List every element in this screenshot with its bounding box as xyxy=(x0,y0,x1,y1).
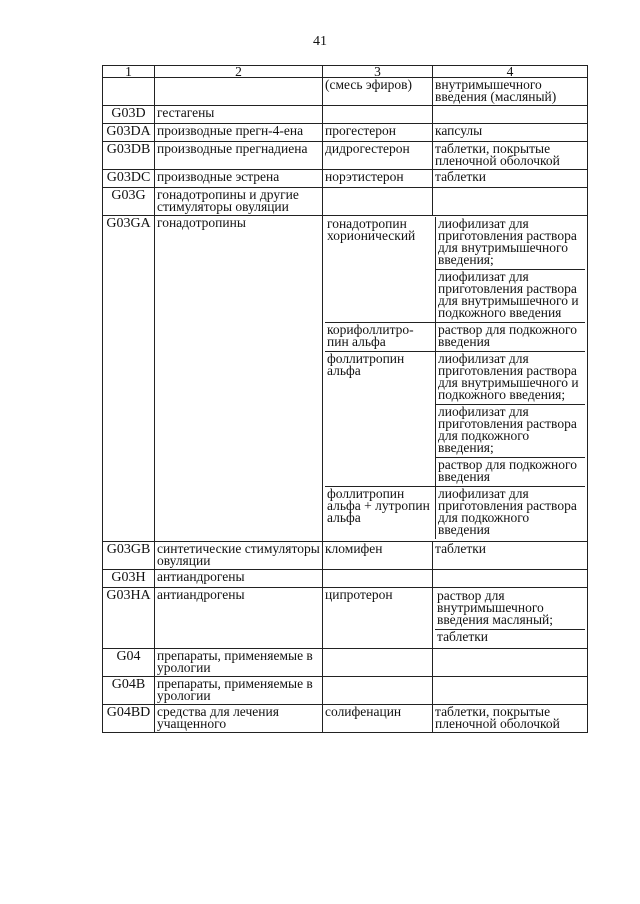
drug-name-cell: солифенацин xyxy=(323,705,433,733)
dosage-form-cell xyxy=(433,588,588,649)
dosage-form-cell xyxy=(433,649,588,677)
drug-name-cell: дидрогестерон xyxy=(323,142,433,170)
atc-code-cell: G03HA xyxy=(103,588,155,649)
table-row xyxy=(103,78,588,106)
drug-block xyxy=(325,322,585,351)
table-row xyxy=(103,124,588,142)
drug-block xyxy=(325,217,585,322)
table-row xyxy=(103,649,588,677)
group-name-cell: гонадотропины и другие стимуляторы овуляции xyxy=(155,188,323,216)
dosage-form-item: таблетки xyxy=(435,629,585,646)
atc-code-cell: G03DB xyxy=(103,142,155,170)
dosage-form-cell: капсулы xyxy=(433,124,588,142)
atc-code-cell: G04B xyxy=(103,677,155,705)
table-body xyxy=(103,78,588,733)
drug-name-cell xyxy=(323,677,433,705)
dosage-form-cell: таблетки xyxy=(433,170,588,188)
table-row xyxy=(103,170,588,188)
drug-name: гонадотропин хорионический xyxy=(325,217,436,322)
group-name-cell: средства для лечения учащенного xyxy=(155,705,323,733)
atc-code-cell: G03GA xyxy=(103,216,155,542)
group-name-cell: антиандрогены xyxy=(155,588,323,649)
drug-name-cell: (смесь эфиров) xyxy=(323,78,433,106)
dosage-form-cell xyxy=(433,677,588,705)
group-name-cell: производные прегн-4-ена xyxy=(155,124,323,142)
drug-forms xyxy=(436,323,585,351)
drug-list-cell xyxy=(323,216,588,542)
table-header-row xyxy=(103,66,588,78)
group-name-cell: гонадотропины xyxy=(155,216,323,542)
drug-block xyxy=(325,486,585,539)
drug-forms xyxy=(436,352,585,486)
group-name-cell: синтетические стимуляторы овуляции xyxy=(155,542,323,570)
dosage-form-cell xyxy=(433,188,588,216)
drug-name: корифоллитро-пин альфа xyxy=(325,323,436,351)
drug-name-cell: норэтистерон xyxy=(323,170,433,188)
group-name-cell: производные эстрена xyxy=(155,170,323,188)
table-row xyxy=(103,216,588,542)
atc-code-cell: G03G xyxy=(103,188,155,216)
dosage-form-item: раствор для подкожного введения xyxy=(436,457,585,486)
dosage-form-cell: внутримышечного введения (масляный) xyxy=(433,78,588,106)
drug-forms xyxy=(436,487,585,539)
page-number: 41 xyxy=(313,34,327,49)
drug-table xyxy=(102,65,588,733)
table-row xyxy=(103,106,588,124)
dosage-form-item: лиофилизат для приготовления раствора для подкожного введения; xyxy=(436,404,585,457)
drug-name: фоллитропин альфа + лутропин альфа xyxy=(325,487,436,539)
atc-code-cell: G03D xyxy=(103,106,155,124)
table-row xyxy=(103,188,588,216)
dosage-form-item: лиофилизат для приготовления раствора для подкожного введения xyxy=(438,486,577,537)
dosage-form-cell: таблетки, покрытые пленочной оболочкой xyxy=(433,705,588,733)
group-name-cell: препараты, применяемые в урологии xyxy=(155,677,323,705)
drug-name-cell: кломифен xyxy=(323,542,433,570)
atc-code-cell: G03H xyxy=(103,570,155,588)
dosage-form-cell: таблетки, покрытые пленочной оболочкой xyxy=(433,142,588,170)
atc-code-cell: G04 xyxy=(103,649,155,677)
drug-name-cell: ципротерон xyxy=(323,588,433,649)
atc-code-cell: G04BD xyxy=(103,705,155,733)
dosage-form-item: раствор для внутримышечного введения масляный; xyxy=(437,588,554,627)
dosage-form-cell xyxy=(433,570,588,588)
table-row xyxy=(103,570,588,588)
dosage-form-item: лиофилизат для приготовления раствора для внутримышечного введения; xyxy=(438,216,577,267)
dosage-form-item: раствор для подкожного введения xyxy=(438,322,577,349)
table-row xyxy=(103,142,588,170)
table-row xyxy=(103,705,588,733)
atc-code-cell: G03DA xyxy=(103,124,155,142)
drug-name-cell: прогестерон xyxy=(323,124,433,142)
header-col-4: 4 xyxy=(433,66,588,78)
table-row xyxy=(103,677,588,705)
header-col-2: 2 xyxy=(155,66,323,78)
table-row xyxy=(103,588,588,649)
dosage-form-item: лиофилизат для приготовления раствора для внутримышечного и подкожного введения xyxy=(436,269,585,322)
table-row xyxy=(103,542,588,570)
group-name-cell xyxy=(155,78,323,106)
drug-name-cell xyxy=(323,649,433,677)
drug-name-cell xyxy=(323,570,433,588)
dosage-form-cell xyxy=(433,106,588,124)
dosage-form-cell: таблетки xyxy=(433,542,588,570)
drug-name-cell xyxy=(323,106,433,124)
group-name-cell: производные прегнадиена xyxy=(155,142,323,170)
dosage-form-item: лиофилизат для приготовления раствора для внутримышечного и подкожного введения; xyxy=(438,351,579,402)
drug-name-cell xyxy=(323,188,433,216)
atc-code-cell: G03GB xyxy=(103,542,155,570)
group-name-cell: антиандрогены xyxy=(155,570,323,588)
group-name-cell: препараты, применяемые в урологии xyxy=(155,649,323,677)
drug-block xyxy=(325,351,585,486)
header-col-1: 1 xyxy=(103,66,155,78)
drug-name: фоллитропин альфа xyxy=(325,352,436,486)
group-name-cell: гестагены xyxy=(155,106,323,124)
header-col-3: 3 xyxy=(323,66,433,78)
atc-code-cell: G03DC xyxy=(103,170,155,188)
drug-forms xyxy=(436,217,585,322)
atc-code-cell xyxy=(103,78,155,106)
